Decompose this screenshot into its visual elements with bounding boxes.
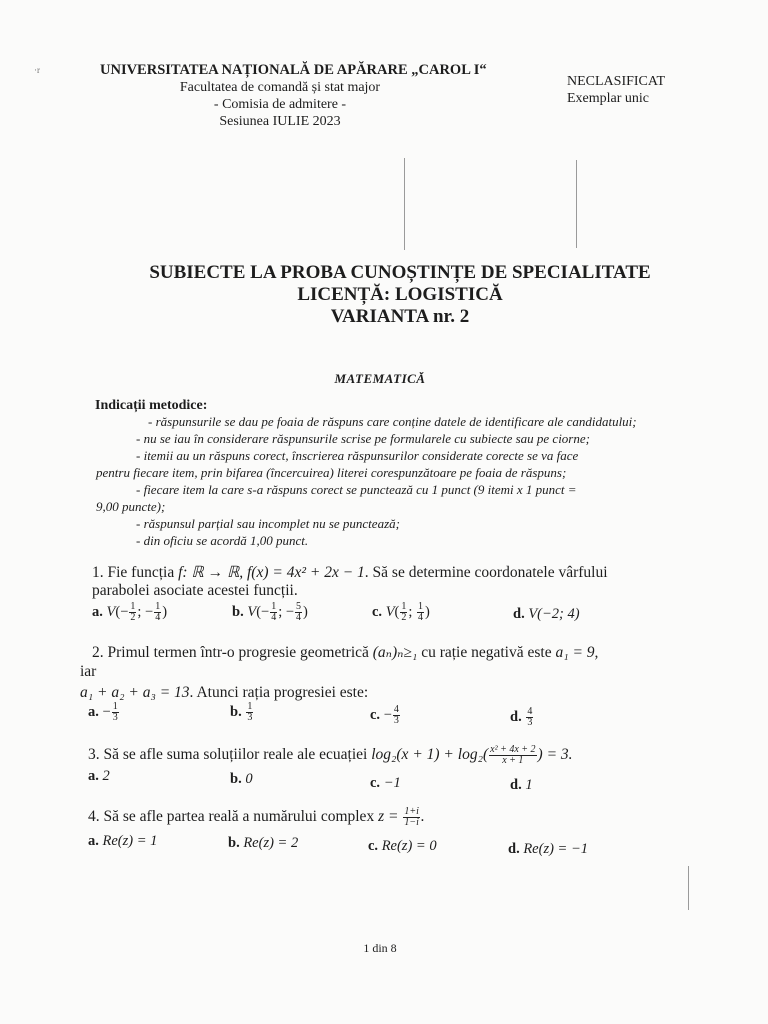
section-title: MATEMATICĂ: [334, 371, 426, 386]
indication-line: - răspunsurile se dau pe foaia de răspuns care conține datele de identificare ale candidatului;: [148, 414, 637, 429]
option-2d: d. $\frac{4}{3}$: [510, 706, 533, 728]
option-4a: [88, 833, 157, 850]
indication-line: pentru fiecare item, prin bifarea (încercuirea) literei corespunzătoare pe foaia de răspuns;: [96, 465, 567, 480]
option-1c: c. V( $\frac{1}{2}$ ; $\frac{1}{4}$ ): [372, 601, 430, 623]
question-2: [92, 643, 598, 662]
option-letter: d.: [513, 606, 525, 622]
classification-label: NECLASIFICAT: [567, 74, 666, 89]
option-letter: c.: [370, 775, 381, 791]
scan-line: [576, 160, 577, 248]
option-2b: b. $\frac{1}{3}$: [230, 701, 253, 723]
option-letter: c.: [370, 706, 381, 723]
scan-line: [688, 866, 689, 910]
option-value: Re(z) = −1: [523, 841, 588, 857]
option-letter: d.: [510, 777, 522, 793]
sequence-symbol: (aₙ)ₙ≥₁: [372, 644, 418, 661]
scan-speck: ·r: [34, 65, 40, 75]
function-definition: f: ℝ → ℝ, f(x) = 4x² + 2x − 1: [178, 564, 365, 581]
option-letter: c.: [368, 838, 379, 854]
indication-line: 9,00 puncte);: [96, 499, 166, 514]
exam-title: [100, 262, 700, 328]
option-letter: c.: [372, 603, 383, 620]
title-line-3: VARIANTA nr. 2: [330, 306, 470, 327]
question-number: 2.: [92, 644, 104, 661]
question-text: Fie funcția: [107, 564, 175, 581]
question-text: Să se afle partea reală a numărului complex: [103, 808, 375, 826]
option-letter: d.: [508, 841, 520, 857]
indication-line: - nu se iau în considerare răspunsurile scrise pe formularele cu subiecte sau pe ciorne;: [136, 431, 590, 446]
question-number: 1.: [92, 564, 104, 581]
option-letter: b.: [232, 603, 244, 620]
page-number: 1 din 8: [363, 941, 397, 955]
first-term: a₁ = 9,: [555, 644, 599, 661]
option-letter: a.: [88, 768, 99, 784]
question-1: [92, 563, 608, 582]
option-1d: [513, 606, 580, 623]
indication-line: - răspunsul parțial sau incomplet nu se punctează;: [136, 516, 400, 531]
option-3c: [370, 775, 401, 792]
copy-label: Exemplar unic: [567, 91, 650, 106]
question-2-line-3: [80, 684, 368, 702]
option-4d: [508, 841, 588, 858]
question-number: 4.: [88, 808, 100, 826]
option-letter: b.: [228, 835, 240, 851]
option-letter: a.: [88, 703, 99, 720]
option-value: −1: [383, 775, 401, 791]
option-letter: a.: [92, 603, 103, 620]
question-text: . Să se determine coordonatele vârfului: [364, 564, 608, 581]
university-name: UNIVERSITATEA NAȚIONALĂ DE APĂRARE „CAROL I“: [100, 62, 487, 78]
option-3b: [230, 771, 253, 788]
faculty-name: Facultatea de comandă și stat major: [179, 80, 381, 95]
question-text: Primul termen într-o progresie geometrică: [107, 644, 369, 661]
question-4: [88, 807, 425, 828]
institution-header: [100, 62, 487, 130]
option-value: 1: [525, 777, 533, 793]
option-4c: [368, 838, 437, 855]
option-value: Re(z) = 0: [381, 838, 437, 854]
question-2-line-2: iar: [80, 663, 97, 680]
option-letter: b.: [230, 771, 242, 787]
option-2c: c. − $\frac{4}{3}$: [370, 704, 399, 726]
option-letter: a.: [88, 833, 99, 849]
option-value: Re(z) = 2: [243, 835, 299, 851]
complex-number: z = $\frac{1+i}{1-i}$ .: [378, 806, 425, 828]
option-value: 2: [102, 768, 110, 784]
option-value: V(−2; 4): [528, 606, 580, 622]
question-number: 3.: [88, 746, 100, 764]
title-line-1: SUBIECTE LA PROBA CUNOȘTINȚE DE SPECIALITATE: [149, 262, 651, 283]
indications-heading: Indicații metodice:: [95, 398, 208, 413]
option-1b: b. V(− $\frac{1}{4}$ ; − $\frac{5}{4}$ ): [232, 601, 308, 623]
indication-line: - din oficiu se acordă 1,00 punct.: [136, 533, 309, 548]
option-letter: d.: [510, 708, 522, 725]
option-letter: b.: [230, 703, 242, 720]
option-3a: [88, 768, 110, 785]
question-text: . Atunci rația progresiei este:: [189, 684, 369, 701]
option-value: 0: [245, 771, 253, 787]
indication-line: - itemii au un răspuns corect, înscrierea răspunsurilor considerate corecte se va face: [136, 448, 579, 463]
question-text: Să se afle suma soluțiilor reale ale ecuației: [103, 746, 368, 764]
option-3d: [510, 777, 533, 794]
scan-line: [404, 158, 405, 250]
question-3: [88, 745, 573, 766]
title-line-2: LICENȚĂ: LOGISTICĂ: [297, 284, 503, 305]
equation: log₂(x + 1) + log₂( $\frac{\text{x² + 4x + 2}}{x + 1}$ ) = 3.: [371, 744, 573, 766]
question-1-line-2: parabolei asociate acestei funcții.: [92, 582, 298, 599]
option-4b: [228, 835, 298, 852]
option-2a: a. − $\frac{1}{3}$: [88, 701, 118, 723]
option-1a: a. V(− $\frac{1}{2}$ ; − $\frac{1}{4}$ ): [92, 601, 168, 623]
sum-expression: a₁ + a₂ + a₃ = 13: [80, 684, 190, 701]
commission-name: - Comisia de admitere -: [213, 97, 347, 112]
session-label: Sesiunea IULIE 2023: [219, 114, 341, 129]
option-value: Re(z) = 1: [102, 833, 158, 849]
indication-line: - fiecare item la care s-a răspuns corect se punctează cu 1 punct (9 itemi x 1 punct =: [136, 482, 577, 497]
question-text: cu rație negativă este: [421, 644, 552, 661]
classification-block: [567, 73, 665, 107]
